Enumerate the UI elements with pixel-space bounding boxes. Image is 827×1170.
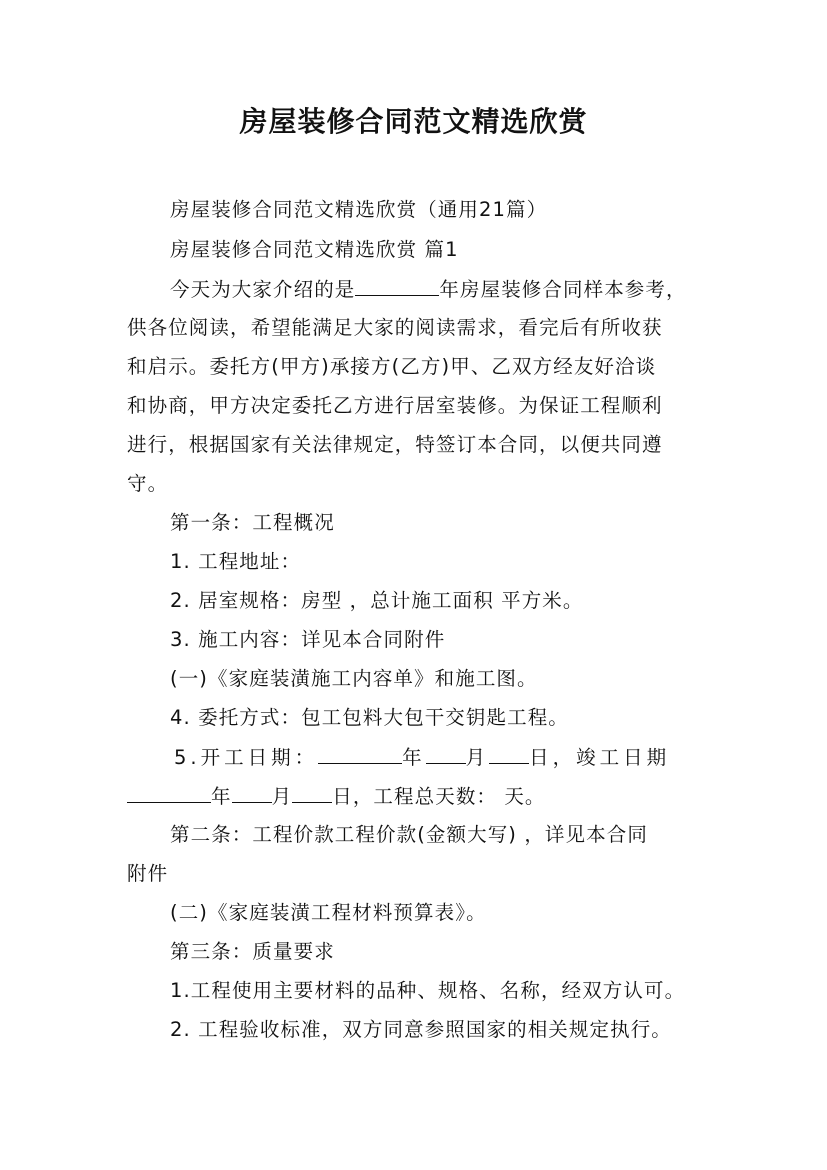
- item-3: 3. 施工内容：详见本合同附件: [170, 628, 446, 651]
- item-1: 1. 工程地址：: [170, 550, 302, 573]
- article-1-heading: 第一条：工程概况: [170, 511, 335, 534]
- item-5: [174, 745, 670, 770]
- part-heading: 房屋装修合同范文精选欣赏 篇1: [170, 238, 459, 261]
- year-blank: [355, 277, 439, 296]
- start-month-blank: [426, 745, 466, 764]
- start-day-blank: [489, 745, 529, 764]
- intro-text-a: 今天为大家介绍的是: [170, 278, 356, 301]
- article-2-line-2: 附件: [127, 862, 169, 885]
- item-5-cont: [127, 784, 546, 809]
- intro-line-5: 进行，根据国家有关法律规定，特签订本合同，以便共同遵: [127, 433, 663, 456]
- start-year-blank: [318, 745, 402, 764]
- total-days-label: 日，工程总天数： 天。: [332, 785, 546, 808]
- quality-item-2: 2. 工程验收标准，双方同意参照国家的相关规定执行。: [170, 1018, 672, 1041]
- start-date-label: 5.开工日期：: [174, 746, 319, 769]
- document-title: 房屋装修合同范文精选欣赏: [239, 105, 588, 138]
- intro-line-4: 和协商，甲方决定委托乙方进行居室装修。为保证工程顺利: [127, 394, 663, 417]
- item-2: 2. 居室规格：房型 ，总计施工面积 平方米。: [170, 589, 584, 612]
- article-3-heading: 第三条：质量要求: [170, 940, 335, 963]
- quality-item-1: 1.工程使用主要材料的品种、规格、名称，经双方认可。: [170, 979, 686, 1002]
- month-label: 月: [271, 785, 293, 808]
- end-year-blank: [127, 784, 211, 803]
- item-3-sub: (一)《家庭装潢施工内容单》和施工图。: [170, 667, 538, 690]
- month-label: 月: [465, 746, 490, 769]
- intro-text-b: 年房屋装修合同样本参考，: [439, 278, 687, 301]
- intro-line-1: [170, 277, 687, 302]
- subtitle: 房屋装修合同范文精选欣赏（通用21篇）: [170, 198, 548, 221]
- article-2-line-1: 第二条：工程价款工程价款(金额大写) ，详见本合同: [170, 823, 648, 846]
- intro-line-6: 守。: [127, 472, 169, 495]
- intro-line-3: 和启示。委托方(甲方)承接方(乙方)甲、乙双方经友好洽谈: [127, 355, 657, 378]
- item-4: 4. 委托方式：包工包料大包干交钥匙工程。: [170, 706, 569, 729]
- end-day-blank: [292, 784, 332, 803]
- year-label: 年: [402, 746, 426, 769]
- end-date-label: 日，竣工日期: [529, 746, 671, 769]
- article-2-line-3: (二)《家庭装潢工程材料预算表》。: [170, 901, 487, 924]
- intro-line-2: 供各位阅读，希望能满足大家的阅读需求，看完后有所收获: [127, 316, 663, 339]
- year-label: 年: [211, 785, 232, 808]
- end-month-blank: [232, 784, 272, 803]
